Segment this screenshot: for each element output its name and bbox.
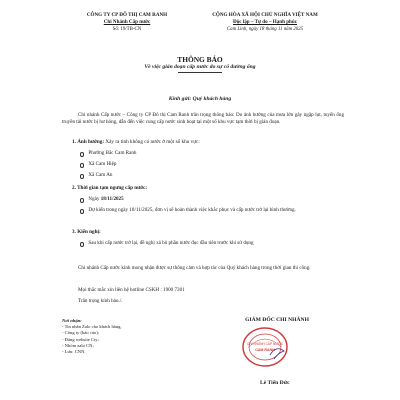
list-item: Phường Bắc Cam Ranh [80,150,342,157]
section-recommend-label: 3. Kiến nghị: [72,229,101,235]
header-left [62,12,192,33]
list-item: Xã Cam An [80,172,342,179]
list-item: - Công ty (báo cáo); [62,330,99,336]
list-item: - Tin nhắn Zalo cho khách hàng, [62,324,122,330]
country-name: CỘNG HÒA XÃ HỘI CHỦ NGHĨA VIỆT NAM [212,12,318,18]
bullet-icon [80,242,84,246]
signature-title: GIÁM ĐỐC CHI NHÁNH [245,317,309,323]
stamp-text-bottom: CAM RANH [255,348,275,352]
list-item: - Lưu: CNN. [62,349,86,355]
company-name: CÔNG TY CP ĐÔ THỊ CAM RANH [86,12,168,18]
stamp-text-top: CHI NHÁNH CẤP NƯỚC [246,342,284,346]
intro-paragraph: Chi nhánh Cấp nước – Công ty CP Đô thị Cam Ranh trân trọng thông báo: Do ảnh hưởng của mưa lớn gây ngập lụt, tuyến ống truyền tải nước bị hư hỏng, dẫn đến việc cung cấp nước sinh hoạt tại một số khu vực tạm thời bị gián đoạn. [62,112,344,125]
subtitle-divider [178,72,222,73]
bullet-icon [80,163,84,167]
official-stamp-icon [240,325,290,369]
list-item: Sau khi cấp nước trở lại, đề nghị xả bỏ phần nước đục đầu tiên trước khi sử dụng [80,240,342,247]
section-impact [72,139,200,145]
section-impact-text: Xảy ra tình không có nước ở một số khu vực: [105,139,200,145]
document-title: THÔNG BÁO [177,55,223,64]
time-prefix: Ngày [88,196,100,202]
list-item: - Đăng website Cty; [62,336,99,342]
list-item: Dự kiến trong ngày 18/11/2025, đơn vị sẽ hoàn thành việc khắc phục và cấp nước trở lại bình thường. [80,207,342,214]
bullet-icon [80,174,84,178]
document-date: Cam Linh, ngày 18 tháng 11 năm 2025 [226,26,304,32]
closing-paragraph: Chi nhánh Cấp nước kính mong nhận được sự thông cảm và hợp tác của Quý khách hàng trong thời gian thi công. [78,265,311,271]
bullet-icon [80,209,84,213]
signer-name: Lê Tiến Đức [260,380,290,386]
section-impact-label: 1. Ảnh hưởng: [72,139,105,145]
regards-text: Trân trọng kính báo./. [78,298,123,304]
greeting: Kính gửi: Quý khách hàng [168,96,232,102]
section-time-label: 2. Thời gian tạm ngưng cấp nước: [72,185,148,191]
recipients-block [62,318,122,355]
time-date: 18/11/2025 [100,196,124,202]
recipients-label: Nơi nhận: [62,318,82,323]
hotline-text: Mọi thắc mắc xin liên hệ hotline CSKH : 1900 7301 [78,287,185,293]
branch-name: Chi Nhánh Cấp nước [103,18,151,25]
list-item [80,196,342,203]
document-number: Số: 19/TB-CN [112,26,142,32]
list-item: Xã Cam Hiệp [80,161,342,168]
header-right [190,12,340,33]
list-item: - Nhóm zalo CN; [62,342,94,348]
national-motto: Độc lập – Tự do – Hạnh phúc [233,18,297,25]
document-subtitle: Về việc gián đoạn cấp nước do sự cố đường ống [144,64,256,70]
bullet-icon [80,152,84,156]
bullet-icon [80,198,84,202]
